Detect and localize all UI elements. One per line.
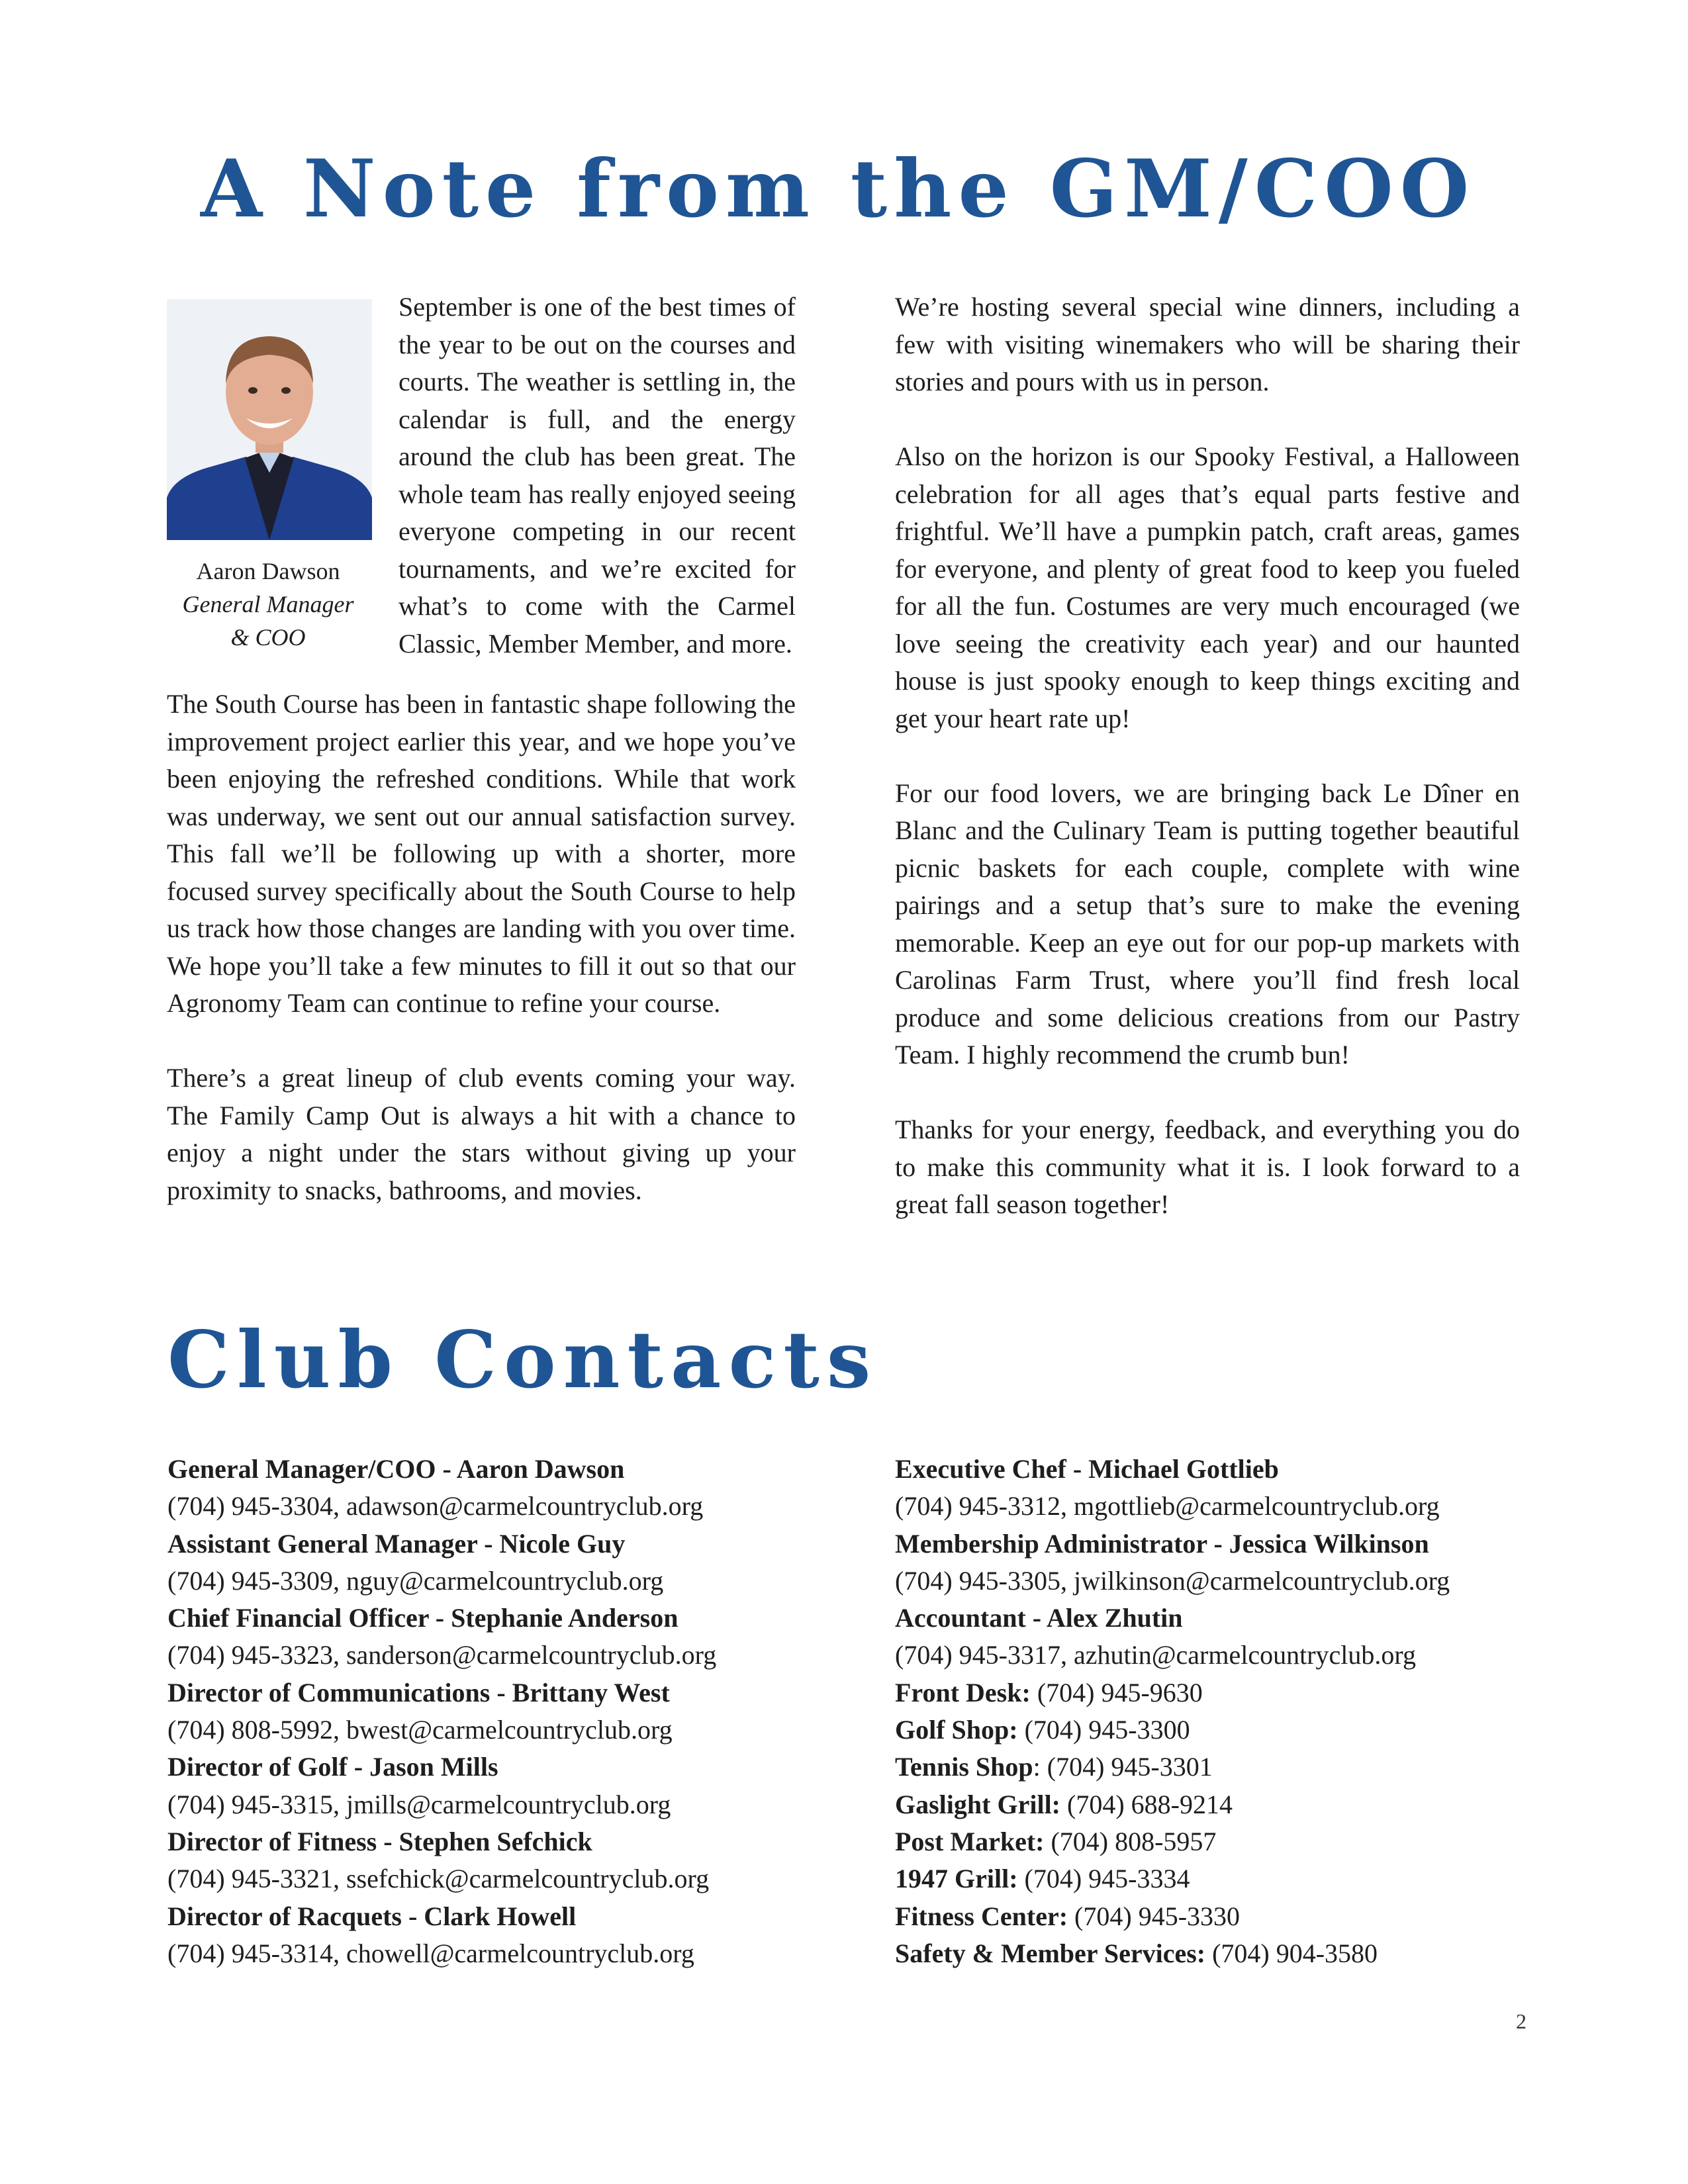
department-phone: (704) 808-5957	[1051, 1826, 1217, 1856]
contact-detail: (704) 808-5992, bwest@carmelcountryclub.org	[167, 1715, 673, 1745]
department-label: Front Desk:	[895, 1677, 1031, 1707]
paragraph-club-events: There’s a great lineup of club events coming your way. The Family Camp Out is always a hit with a chance to enjoy a night under the stars without giving up your proximity to snacks, bathrooms, and movies.	[167, 1063, 796, 1205]
department-phone: (704) 688-9214	[1067, 1789, 1233, 1819]
paragraph-wine-dinners: We’re hosting several special wine dinners, including a few with visiting winemakers who will be sharing their stories and pours with us in person.	[895, 292, 1520, 396]
intro-column	[399, 289, 796, 662]
contact-detail: (704) 945-3305, jwilkinson@carmelcountryclub.org	[895, 1565, 1450, 1596]
contact-detail: (704) 945-3321, ssefchick@carmelcountryclub.org	[167, 1864, 710, 1894]
contact-detail: (704) 945-3314, chowell@carmelcountryclub.org	[167, 1938, 694, 1968]
contacts-right-column	[895, 1451, 1450, 1972]
contact-detail: (704) 945-3317, azhutin@carmelcountryclub.org	[895, 1640, 1416, 1670]
caption-role-line2: & COO	[230, 624, 306, 651]
paragraph-food-lovers: For our food lovers, we are bringing back Le Dîner en Blanc and the Culinary Team is putting together beautiful picnic baskets for each couple, complete with wine pairings and a setup that’s sure to make the evening memorable. Keep an eye out for our pop-up markets with Carolinas Farm Trust, where you’ll find fresh local produce and some delicious creations from our Pastry Team. I highly recommend the crumb bun!	[895, 778, 1520, 1069]
department-line	[895, 1786, 1450, 1823]
contacts-title: Club Contacts	[167, 1314, 878, 1406]
department-phone: (704) 945-3300	[1024, 1715, 1190, 1745]
contact-title: General Manager/COO - Aaron Dawson	[167, 1454, 625, 1484]
department-line	[895, 1823, 1450, 1860]
department-label: Safety & Member Services:	[895, 1938, 1206, 1968]
caption-role-line1: General Manager	[182, 591, 354, 617]
paragraph-spooky-festival: Also on the horizon is our Spooky Festival, a Halloween celebration for all ages that’s equal parts festive and frightful. We’ll have a pumpkin patch, craft areas, games for everyone, and plenty of great food to keep you fueled for all the fun. Costumes are very much encouraged (we love seeing the creativity each year) and our haunted house is just spooky enough to keep things exciting and get your heart rate up!	[895, 441, 1520, 733]
department-label: Fitness Center:	[895, 1901, 1068, 1931]
contact-detail: (704) 945-3323, sanderson@carmelcountryclub.org	[167, 1640, 717, 1670]
department-line	[895, 1711, 1450, 1749]
department-line	[895, 1860, 1450, 1897]
contact-title: Director of Racquets - Clark Howell	[167, 1901, 577, 1931]
contact-title: Director of Communications - Brittany West	[167, 1677, 670, 1707]
note-title: A Note from the GM/COO	[201, 142, 1476, 236]
page-number: 2	[1516, 2009, 1526, 2033]
department-phone: : (704) 945-3301	[1033, 1752, 1213, 1782]
department-line	[895, 1898, 1450, 1935]
department-label: Post Market:	[895, 1826, 1045, 1856]
department-line	[895, 1749, 1450, 1786]
photo-caption	[159, 555, 377, 654]
contacts-left-column	[167, 1451, 716, 1972]
contact-title: Chief Financial Officer - Stephanie Anderson	[167, 1603, 679, 1633]
department-line	[895, 1935, 1450, 1972]
department-phone: (704) 945-3334	[1024, 1864, 1190, 1894]
department-line	[895, 1674, 1450, 1711]
department-label: Gaslight Grill:	[895, 1789, 1060, 1819]
paragraph-closing: Thanks for your energy, feedback, and everything you do to make this community what it is. I look forward to a great fall season together!	[895, 1115, 1520, 1219]
paragraph-south-course: The South Course has been in fantastic shape following the improvement project earlier this year, and we hope you’ve been enjoying the refreshed conditions. While that work was underway, we sent out our annual satisfaction survey. This fall we’ll be following up with a shorter, more focused survey specifically about the South Course to help us track how those changes are landing with you over time. We hope you’ll take a few minutes to fill it out so that our Agronomy Team can continue to refine your course.	[167, 689, 796, 1018]
portrait-photo-icon	[167, 299, 372, 540]
department-phone: (704) 945-3330	[1074, 1901, 1241, 1931]
contact-title: Assistant General Manager - Nicole Guy	[167, 1528, 626, 1559]
department-label: 1947 Grill:	[895, 1864, 1018, 1894]
department-phone: (704) 904-3580	[1212, 1938, 1378, 1968]
contact-detail: (704) 945-3309, nguy@carmelcountryclub.org	[167, 1565, 664, 1596]
department-phone: (704) 945-9630	[1037, 1677, 1203, 1707]
caption-name: Aaron Dawson	[196, 558, 340, 584]
contact-title: Accountant - Alex Zhutin	[895, 1603, 1183, 1633]
contact-title: Director of Fitness - Stephen Sefchick	[167, 1826, 592, 1856]
left-column-body	[167, 686, 796, 1209]
contact-title: Executive Chef - Michael Gottlieb	[895, 1454, 1279, 1484]
right-column-body	[895, 289, 1520, 1224]
intro-paragraph: September is one of the best times of the year to be out on the courses and courts. The weather is settling in, the calendar is full, and the energy around the club has been great. The whole team has really enjoyed seeing everyone competing in our recent tournaments, and we’re excited for what’s to come with the Carmel Classic, Member Member, and more.	[399, 292, 796, 659]
department-label: Tennis Shop	[895, 1752, 1033, 1782]
aaron-dawson-portrait	[167, 299, 372, 540]
contact-detail: (704) 945-3315, jmills@carmelcountryclub.org	[167, 1789, 671, 1819]
contact-detail: (704) 945-3304, adawson@carmelcountryclub.org	[167, 1491, 704, 1522]
contact-title: Director of Golf - Jason Mills	[167, 1752, 498, 1782]
contact-detail: (704) 945-3312, mgottlieb@carmelcountryclub.org	[895, 1491, 1440, 1522]
contact-title: Membership Administrator - Jessica Wilkinson	[895, 1528, 1429, 1559]
department-label: Golf Shop:	[895, 1715, 1018, 1745]
